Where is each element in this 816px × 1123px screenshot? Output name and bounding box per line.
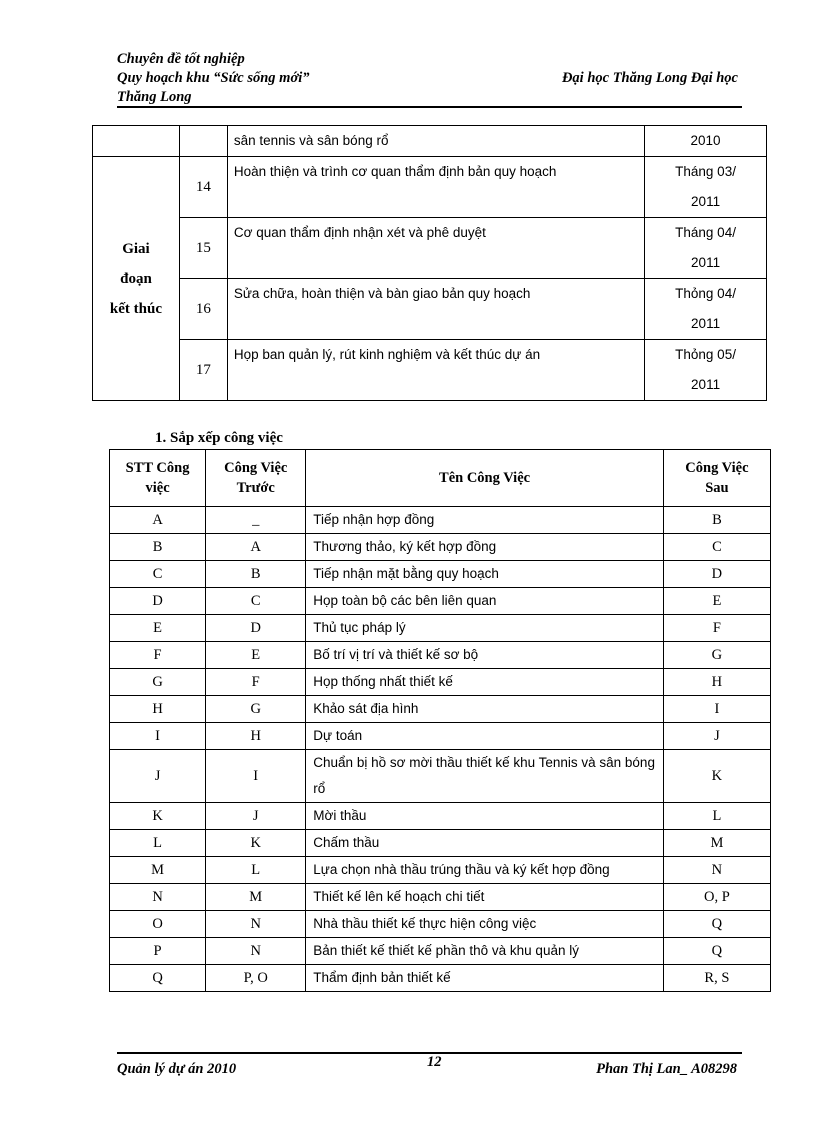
successor: B (663, 507, 770, 534)
header-prev (206, 450, 306, 507)
header-text: việc (145, 480, 170, 496)
page-number: 12 (427, 1054, 442, 1070)
task-name: Thiết kế lên kế hoạch chi tiết (306, 884, 664, 911)
schedule-table (92, 125, 767, 401)
table-row (110, 857, 771, 884)
predecessor: G (206, 696, 306, 723)
task-id: C (110, 561, 206, 588)
predecessor: C (206, 588, 306, 615)
task-id: A (110, 507, 206, 534)
table-header-row (110, 450, 771, 507)
date-cell: 2010 (645, 126, 767, 157)
table-row (93, 157, 767, 218)
task-id: I (110, 723, 206, 750)
task-name: Họp thống nhất thiết kế (306, 669, 664, 696)
successor: D (663, 561, 770, 588)
task-name: Mời thầu (306, 803, 664, 830)
date-month: Thỏng 05/ (675, 347, 736, 362)
header-university: Đại học Thăng Long Đại học (561, 70, 738, 86)
header-text: Công Việc (224, 460, 288, 476)
task-id: Q (110, 965, 206, 992)
successor: G (663, 642, 770, 669)
table-row (110, 965, 771, 992)
predecessor: _ (206, 507, 306, 534)
predecessor: I (206, 750, 306, 803)
footer-author: Phan Thị Lan_ A08298 (596, 1061, 737, 1077)
task-name: Khảo sát địa hình (306, 696, 664, 723)
phase-label-line: đoạn (120, 270, 152, 287)
task-cell: Cơ quan thẩm định nhận xét và phê duyệt (227, 218, 644, 279)
table-row (110, 830, 771, 857)
table-row (110, 884, 771, 911)
date-cell (645, 279, 767, 340)
task-id: J (110, 750, 206, 803)
successor: N (663, 857, 770, 884)
successor: I (663, 696, 770, 723)
page-header (117, 50, 740, 107)
successor: J (663, 723, 770, 750)
table-row (93, 340, 767, 401)
phase-label-line: kết thúc (109, 300, 162, 317)
phase-label-line: Giai (122, 240, 150, 257)
table-row (110, 803, 771, 830)
table-row (110, 911, 771, 938)
table-row (110, 696, 771, 723)
successor: H (663, 669, 770, 696)
step-number: 16 (179, 279, 227, 340)
header-name: Tên Công Việc (306, 450, 664, 507)
section-title: 1. Sắp xếp công việc (155, 430, 283, 446)
predecessor: A (206, 534, 306, 561)
task-name: Chuẩn bị hồ sơ mời thầu thiết kế khu Tennis và sân bóng rổ (306, 750, 664, 803)
task-name: Tiếp nhận mặt bằng quy hoạch (306, 561, 664, 588)
task-id: L (110, 830, 206, 857)
date-cell (645, 340, 767, 401)
predecessor: N (206, 938, 306, 965)
table-row (110, 561, 771, 588)
header-text: Trước (236, 480, 275, 496)
task-name: Lựa chọn nhà thầu trúng thầu và ký kết hợp đồng (306, 857, 664, 884)
successor: M (663, 830, 770, 857)
header-stt (110, 450, 206, 507)
task-id: D (110, 588, 206, 615)
task-id: K (110, 803, 206, 830)
successor: K (663, 750, 770, 803)
successor: O, P (663, 884, 770, 911)
task-id: O (110, 911, 206, 938)
predecessor: N (206, 911, 306, 938)
task-cell: Họp ban quản lý, rút kinh nghiệm và kết thúc dự án (227, 340, 644, 401)
predecessor: E (206, 642, 306, 669)
task-name: Họp toàn bộ các bên liên quan (306, 588, 664, 615)
date-month: Tháng 03/ (675, 164, 736, 179)
table-cell (93, 126, 180, 157)
step-number: 14 (179, 157, 227, 218)
date-month: Tháng 04/ (675, 225, 736, 240)
task-id: G (110, 669, 206, 696)
task-name: Thương thảo, ký kết hợp đồng (306, 534, 664, 561)
table-row (110, 534, 771, 561)
predecessor: P, O (206, 965, 306, 992)
header-university-cont: Thăng Long (117, 89, 192, 105)
header-text: STT Công (125, 460, 190, 476)
header-line-2 (117, 69, 740, 88)
date-cell (645, 157, 767, 218)
table-row (110, 669, 771, 696)
task-id: N (110, 884, 206, 911)
predecessor: K (206, 830, 306, 857)
task-id: M (110, 857, 206, 884)
task-id: H (110, 696, 206, 723)
task-cell: Hoàn thiện và trình cơ quan thẩm định bản quy hoạch (227, 157, 644, 218)
table-row (110, 750, 771, 803)
phase-cell (93, 157, 180, 401)
date-year: 2011 (691, 316, 721, 331)
header-next (663, 450, 770, 507)
table-cell (179, 126, 227, 157)
header-line-1 (117, 50, 740, 69)
table-row (93, 279, 767, 340)
step-number: 15 (179, 218, 227, 279)
table-row (110, 642, 771, 669)
header-line-3 (117, 88, 740, 107)
table-row (110, 615, 771, 642)
tasks-table-body (110, 507, 771, 992)
predecessor: D (206, 615, 306, 642)
date-cell (645, 218, 767, 279)
task-id: F (110, 642, 206, 669)
date-year: 2011 (691, 194, 721, 209)
header-text: Công Việc (685, 460, 749, 476)
header-title: Chuyên đề tốt nghiệp (117, 51, 245, 67)
header-text: Sau (705, 480, 729, 496)
table-row (110, 588, 771, 615)
task-id: E (110, 615, 206, 642)
table-row (110, 507, 771, 534)
successor: Q (663, 938, 770, 965)
predecessor: L (206, 857, 306, 884)
successor: L (663, 803, 770, 830)
successor: C (663, 534, 770, 561)
task-name: Bố trí vị trí và thiết kế sơ bộ (306, 642, 664, 669)
task-name: Chấm thầu (306, 830, 664, 857)
table-row (110, 723, 771, 750)
task-name: Bản thiết kế thiết kế phần thô và khu quản lý (306, 938, 664, 965)
date-year: 2011 (691, 377, 721, 392)
predecessor: H (206, 723, 306, 750)
successor: R, S (663, 965, 770, 992)
task-name: Thẩm định bản thiết kế (306, 965, 664, 992)
table-row (93, 126, 767, 157)
task-name: Dự toán (306, 723, 664, 750)
date-year: 2011 (691, 255, 721, 270)
task-cell: Sửa chữa, hoàn thiện và bàn giao bản quy hoạch (227, 279, 644, 340)
task-cell: sân tennis và sân bóng rổ (227, 126, 644, 157)
task-name: Thủ tục pháp lý (306, 615, 664, 642)
table-row (110, 938, 771, 965)
predecessor: B (206, 561, 306, 588)
tasks-table (109, 449, 771, 992)
header-divider (117, 106, 742, 108)
table-row (93, 218, 767, 279)
task-id: P (110, 938, 206, 965)
successor: F (663, 615, 770, 642)
predecessor: J (206, 803, 306, 830)
header-subtitle: Quy hoạch khu “Sức sống mới” (117, 70, 310, 86)
step-number: 17 (179, 340, 227, 401)
task-name: Tiếp nhận hợp đồng (306, 507, 664, 534)
footer-course: Quản lý dự án 2010 (117, 1061, 237, 1077)
task-id: B (110, 534, 206, 561)
successor: Q (663, 911, 770, 938)
predecessor: M (206, 884, 306, 911)
successor: E (663, 588, 770, 615)
task-name: Nhà thầu thiết kế thực hiện công việc (306, 911, 664, 938)
date-month: Thỏng 04/ (675, 286, 736, 301)
predecessor: F (206, 669, 306, 696)
